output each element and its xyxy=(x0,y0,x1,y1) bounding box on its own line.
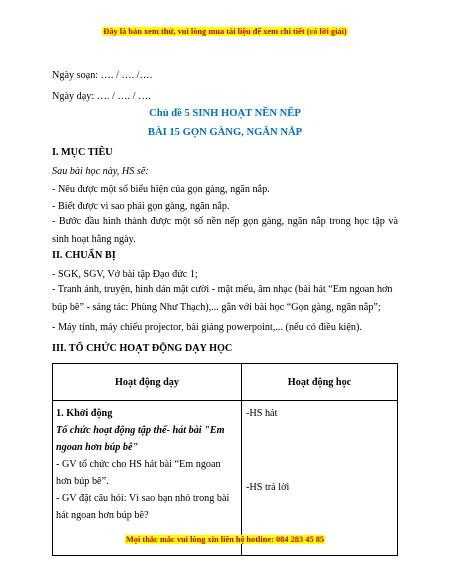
prep-date: Ngày soạn: …. / …. /…. xyxy=(52,70,153,81)
objective-item-1: - Nêu được một số biểu hiện của gọn gàng, ngăn nắp. xyxy=(52,184,270,195)
objectives-intro: Sau bài học này, HS sẽ: xyxy=(52,166,149,177)
table-header-row xyxy=(53,364,398,401)
teacher-step-2: - GV đặt câu hỏi: Vì sao bạn nhỏ trong bài hát ngoan hơn búp bê? xyxy=(56,493,230,521)
hotline-banner-text: Mọi thắc mắc vui lòng xin liên hệ hotline: 084 283 45 85 xyxy=(125,535,325,544)
lesson-title: BÀI 15 GỌN GÀNG, NGĂN NẮP xyxy=(147,127,303,138)
activities-table xyxy=(52,363,398,556)
student-step-2: -HS trả lời xyxy=(246,482,290,493)
activity-title: Tổ chức hoạt động tập thể- hát bài "Em ngoan hơn búp bê" xyxy=(56,425,225,453)
teacher-column-header: Hoạt động dạy xyxy=(53,364,242,401)
preview-banner-text: Đây là bản xem thử, vui lòng mua tài liệu để xem chi tiết (có lời giải) xyxy=(103,27,347,36)
preparation-item-1: - SGK, SGV, Vở bài tập Đạo đức 1; xyxy=(52,269,198,280)
teacher-activity-cell xyxy=(53,401,242,556)
hotline-banner xyxy=(0,535,450,544)
section-preparation-heading: II. CHUẨN BỊ xyxy=(52,250,116,261)
teach-date: Ngày dạy: …. / …. / …. xyxy=(52,91,151,102)
preview-banner xyxy=(0,27,450,36)
step-title: 1. Khởi động xyxy=(56,408,113,419)
objective-item-3: - Bước đầu hình thành được một số nền nếp gọn gàng, ngăn nắp trong học tập và sinh hoạt hằng ngày. xyxy=(52,216,398,245)
teacher-step-1: - GV tổ chức cho HS hát bài “Em ngoan hơn búp bê”. xyxy=(56,459,221,487)
table-row xyxy=(53,401,398,556)
section-activities-heading: III. TỔ CHỨC HOẠT ĐỘNG DẠY HỌC xyxy=(52,343,233,354)
student-step-1: -HS hát xyxy=(246,408,278,419)
preparation-item-2: - Tranh ảnh, truyện, hình dán mặt cười - mặt mếu, âm nhạc (bài hát “Em ngoan hơn búp bê” - sáng tác: Phùng Như Thạch),... gắn với bài học “Gọn gàng, ngăn nắp”; xyxy=(52,284,393,313)
topic-title: Chủ đề 5 SINH HOẠT NỀN NẾP xyxy=(149,108,301,119)
section-objectives-heading: I. MỤC TIÊU xyxy=(52,147,113,158)
student-activity-cell xyxy=(242,401,398,556)
spacer xyxy=(246,422,393,479)
student-column-header: Hoạt động học xyxy=(242,364,398,401)
preparation-item-3: - Máy tính, máy chiếu projector, bài giảng powerpoint,... (nếu có điều kiện). xyxy=(52,322,362,333)
objective-item-2: - Biết được vì sao phải gọn gàng, ngăn nắp. xyxy=(52,201,230,212)
